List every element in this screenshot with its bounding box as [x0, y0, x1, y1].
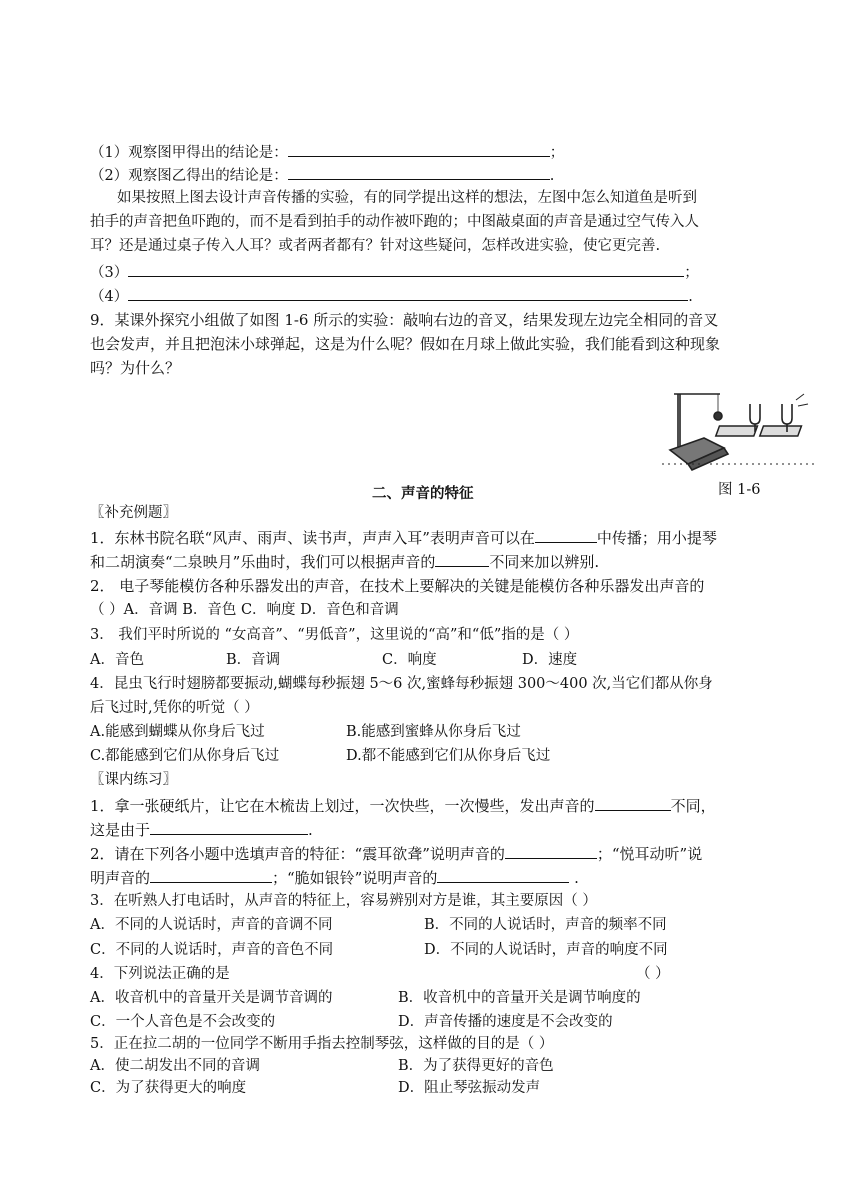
q1-suffix: ； [549, 145, 565, 161]
practice-q1-line [90, 795, 716, 816]
question-2-line [90, 164, 554, 186]
option: D．声音传播的速度是不会改变的 [398, 1014, 613, 1030]
option: A．音色 [90, 652, 144, 668]
q2-prefix: （2）观察图乙得出的结论是： [90, 168, 288, 184]
supp-q2-line: 2． 电子琴能模仿各种乐器发出的声音，在技术上要解决的关键是能模仿各种乐器发出声音的 [90, 577, 705, 595]
option: A．收音机中的音量开关是调节音调的 [90, 990, 333, 1006]
answer-blank[interactable] [437, 867, 569, 883]
answer-blank[interactable] [288, 141, 550, 157]
practice-q2-text: . [569, 869, 579, 887]
option: D．阻止琴弦振动发声 [398, 1080, 541, 1096]
tuning-fork-right [782, 404, 792, 424]
question-9-line: 吗？为什么？ [90, 359, 181, 377]
question-1-line [90, 141, 564, 163]
option: B．音调 [226, 652, 281, 668]
striking-mark [796, 394, 808, 406]
option: D．速度 [522, 652, 578, 668]
option: B．收音机中的音量开关是调节响度的 [398, 990, 641, 1006]
supp-q3-options [90, 650, 577, 670]
supp-q1-line [90, 551, 599, 572]
supp-q4-line: 4．昆虫飞行时翅膀都要振动,蝴蝶每秒振翅 5～6 次,蜜蜂每秒振翅 300～400 次,当它们都从你身 [90, 676, 713, 692]
option: B．为了获得更好的音色 [398, 1058, 554, 1074]
tuning-fork-left [750, 404, 760, 424]
supplement-header: 〖补充例题〗 [90, 505, 177, 521]
practice-q2-line [90, 843, 702, 864]
practice-q1-text: . [308, 821, 313, 839]
foam-ball [714, 412, 722, 420]
supp-q2-options: （ ）A．音调 B．音色 C．响度 D．音色和音调 [90, 602, 399, 618]
question-3-line [90, 261, 699, 283]
option: D．不同的人说话时，声音的响度不同 [424, 942, 668, 958]
supp-q3-line: 3． 我们平时所说的 “女高音”、“男低音”，这里说的“高”和“低”指的是（ ） [90, 627, 579, 643]
paragraph-line: 如果按照上图去设计声音传播的实验，有的同学提出这样的想法，左图中怎么知道鱼是听到 [117, 190, 697, 206]
practice-header: 〖课内练习〗 [90, 772, 177, 788]
practice-q2-text: ；“悦耳动听”说 [596, 845, 703, 863]
practice-q2-text: ；“脆如银铃”说明声音的 [272, 869, 438, 887]
option: A.能感到蝴蝶从你身后飞过 [90, 724, 265, 740]
question-9-line: 9．某课外探究小组做了如图 1-6 所示的实验：敲响右边的音叉，结果发现左边完全相同的音叉 [90, 311, 719, 329]
supp-q1-text: 不同来加以辨别. [489, 553, 600, 571]
q1-prefix: （1）观察图甲得出的结论是： [90, 145, 288, 161]
answer-blank[interactable] [595, 795, 671, 811]
answer-blank[interactable] [128, 285, 688, 301]
q4-suffix: . [688, 289, 693, 305]
q3-suffix: ； [684, 265, 699, 281]
supp-q4-line: 后飞过时,凭你的听觉（ ） [90, 700, 259, 716]
answer-blank[interactable] [288, 164, 550, 180]
practice-q1-text: 不同， [670, 797, 716, 815]
question-9-line: 也会发声，并且把泡沫小球弹起，这是为什么呢？假如在月球上做此实验，我们能看到这种现象 [90, 335, 721, 353]
practice-q2-line [90, 867, 579, 888]
option: C．一个人音色是不会改变的 [90, 1014, 276, 1030]
option: B．不同的人说话时，声音的频率不同 [424, 917, 667, 933]
q2-suffix: . [549, 168, 555, 184]
supp-q1-text: 和二胡演奏“二泉映月”乐曲时，我们可以根据声音的 [90, 553, 436, 571]
supp-q1-line [90, 527, 717, 548]
practice-q4-line: 4．下列说法正确的是 [90, 966, 230, 982]
paragraph-line: 耳？还是通过桌子传入人耳？或者两者都有？针对这些疑问，怎样改进实验，使它更完善. [90, 238, 661, 254]
answer-blank[interactable] [535, 527, 597, 543]
option: B.能感到蜜蜂从你身后飞过 [346, 724, 521, 740]
practice-q1-text: 这是由于 [90, 821, 151, 839]
option: A．不同的人说话时，声音的音调不同 [90, 917, 333, 933]
q3-prefix: （3） [90, 265, 129, 281]
option: C．响度 [382, 652, 437, 668]
option: C．为了获得更大的响度 [90, 1080, 247, 1096]
answer-blank[interactable] [150, 867, 272, 883]
supp-q1-text: 中传播；用小提琴 [596, 529, 717, 547]
practice-q1-line [90, 819, 313, 840]
option: C.都能感到它们从你身后飞过 [90, 748, 280, 764]
answer-blank[interactable] [128, 261, 684, 277]
supp-q1-text: 1．东林书院名联“风声、雨声、读书声，声声入耳”表明声音可以在 [90, 529, 535, 547]
option: C．不同的人说话时，声音的音色不同 [90, 942, 334, 958]
q4-prefix: （4） [90, 289, 129, 305]
answer-paren[interactable]: （ ） [636, 966, 670, 982]
tuning-fork-figure [658, 386, 822, 472]
practice-q5-line: 5．正在拉二胡的一位同学不断用手指去控制琴弦，这样做的目的是（ ） [90, 1036, 554, 1052]
practice-q2-text: 2．请在下列各小题中选填声音的特征：“震耳欲聋”说明声音的 [90, 845, 505, 863]
practice-q2-text: 明声音的 [90, 869, 151, 887]
practice-q3-line: 3．在听熟人打电话时，从声音的特征上，容易辨别对方是谁，其主要原因（ ） [90, 893, 597, 909]
option: A．使二胡发出不同的音调 [90, 1058, 260, 1074]
answer-blank[interactable] [150, 819, 308, 835]
paragraph-line: 拍手的声音把鱼吓跑的，而不是看到拍手的动作被吓跑的；中图敲桌面的声音是通过空气传入人 [90, 214, 699, 230]
figure-caption: 图 1-6 [718, 482, 761, 498]
practice-q1-text: 1．拿一张硬纸片，让它在木梳齿上划过，一次快些，一次慢些，发出声音的 [90, 797, 595, 815]
answer-blank[interactable] [435, 551, 489, 567]
section-title: 二、声音的特征 [372, 485, 474, 502]
question-4-line [90, 285, 693, 307]
option: D.都不能感到它们从你身后飞过 [346, 748, 551, 764]
answer-blank[interactable] [505, 843, 597, 859]
